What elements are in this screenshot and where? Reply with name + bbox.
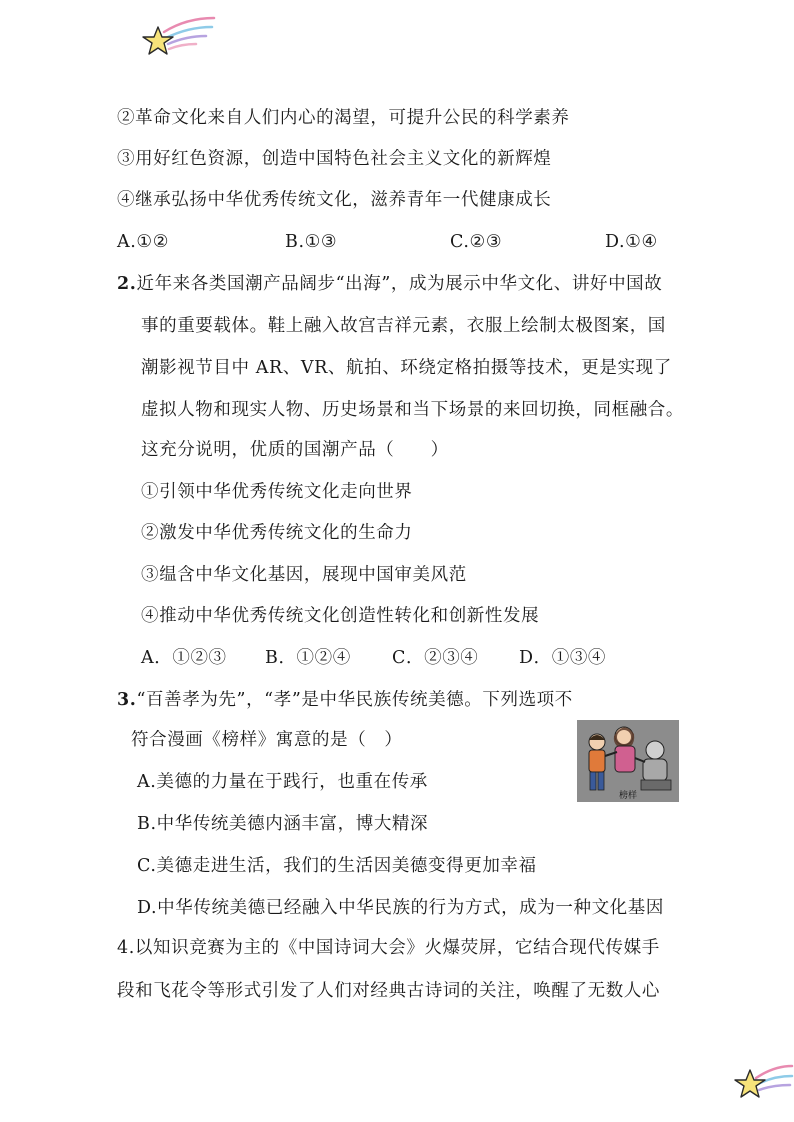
q3-option-c: C.美德走进生活，我们的生活因美德变得更加幸福 [137,856,537,876]
q1-choice-c: C.②③ [450,232,503,252]
q3-stem-line-1 [117,688,573,712]
q2-stem-line-2: 事的重要载体。鞋上融入故宫吉祥元素，衣服上绘制太极图案，国 [141,316,666,336]
q3-number: 3. [117,690,137,710]
q3-option-a: A.美德的力量在于践行，也重在传承 [137,772,428,792]
q1-choice-a: A.①② [117,232,169,252]
shooting-star-icon-bottom [732,1052,794,1102]
q1-choice-d: D.①④ [605,232,658,252]
q3-option-d: D.中华传统美德已经融入中华民族的行为方式，成为一种文化基因 [137,898,664,918]
comic-caption: 榜样 [618,791,637,801]
q2-stem-line-4: 虚拟人物和现实人物、历史场景和当下场景的来回切换，同框融合。 [141,400,684,420]
shooting-star-icon-top [136,14,220,60]
q2-statement-1: ①引领中华优秀传统文化走向世界 [141,482,413,502]
q2-stem-line-1 [117,272,662,296]
q2-choice-c: C．②③④ [392,648,479,668]
q1-statement-3: ③用好红色资源，创造中国特色社会主义文化的新辉煌 [117,149,552,169]
q1-choice-b: B.①③ [285,232,338,252]
q2-choice-a: A．①②③ [141,648,227,668]
q2-statement-3: ③缊含中华文化基因，展现中国审美风范 [141,565,467,585]
q1-statement-4: ④继承弘扬中华优秀传统文化，滋养青年一代健康成长 [117,190,552,210]
q1-statement-2: ②革命文化来自人们内心的渴望，可提升公民的科学素养 [117,108,570,128]
q2-stem-text-1: 近年来各类国潮产品阔步“出海”，成为展示中华文化、讲好中国故 [136,274,663,294]
q3-stem-line-2: 符合漫画《榜样》寓意的是（ ） [131,730,403,750]
q2-statement-2: ②激发中华优秀传统文化的生命力 [141,523,413,543]
q3-option-b: B.中华传统美德内涵丰富，博大精深 [137,814,429,834]
comic-bangyang-image [577,720,679,802]
q2-number: 2. [117,274,137,294]
comic-illustration [577,720,679,802]
q2-stem-line-5: 这充分说明，优质的国潮产品（ ） [141,440,449,460]
q2-statement-4: ④推动中华优秀传统文化创造性转化和创新性发展 [141,606,540,626]
q2-choice-d: D．①③④ [519,648,607,668]
q4-stem-line-1: 4.以知识竞赛为主的《中国诗词大会》火爆荧屏，它结合现代传媒手 [117,938,660,958]
q2-choice-b: B．①②④ [265,648,351,668]
q3-stem-text-1: “百善孝为先”，“孝”是中华民族传统美德。下列选项不 [136,690,573,710]
q4-stem-line-2: 段和飞花令等形式引发了人们对经典古诗词的关注，唤醒了无数人心 [117,981,660,1001]
q2-stem-line-3: 潮影视节目中 AR、VR、航拍、环绕定格拍摄等技术，更是实现了 [141,358,672,378]
